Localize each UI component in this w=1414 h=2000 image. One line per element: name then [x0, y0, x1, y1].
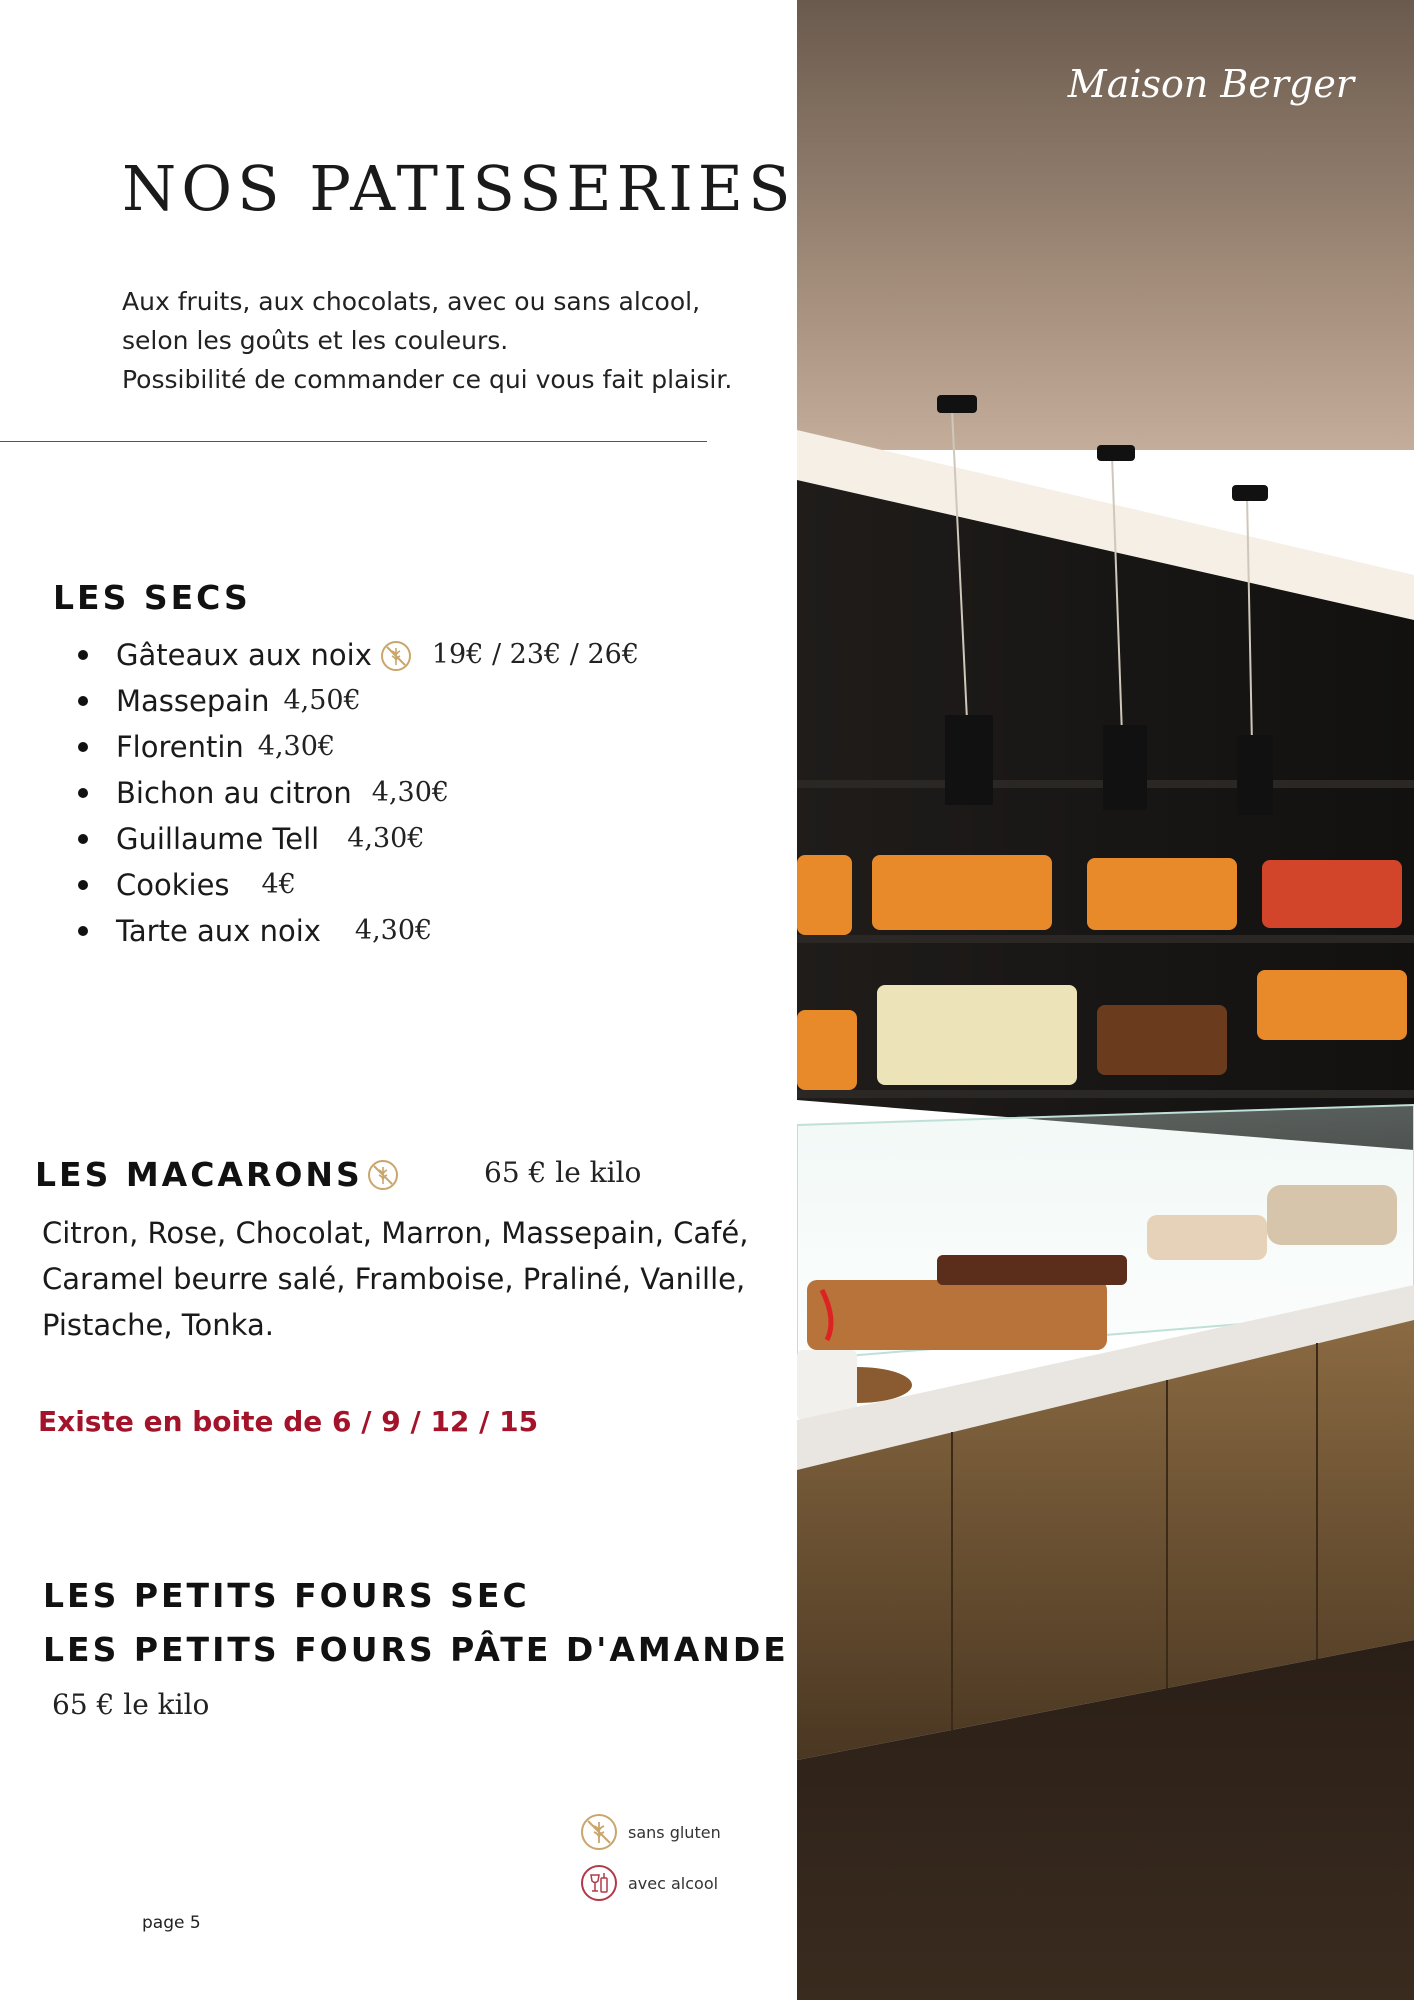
bullet — [78, 742, 88, 752]
legend-gluten-free — [580, 1813, 721, 1851]
flavors-line: Citron, Rose, Chocolat, Marron, Massepain, Café, — [42, 1216, 749, 1250]
secs-heading: LES SECS — [53, 578, 251, 617]
item-name: Gâteaux aux noix — [116, 638, 372, 672]
macarons-heading: LES MACARONS — [35, 1155, 363, 1194]
macarons-header — [35, 1155, 399, 1194]
divider — [0, 441, 707, 442]
item-name: Massepain — [116, 684, 270, 718]
intro-line: Aux fruits, aux chocolats, avec ou sans alcool, — [122, 287, 701, 316]
flavors-line: Pistache, Tonka. — [42, 1308, 274, 1342]
item-name: Florentin — [116, 730, 244, 764]
intro-line: selon les goûts et les couleurs. — [122, 326, 509, 355]
bullet — [78, 926, 88, 936]
item-name: Guillaume Tell — [116, 822, 320, 856]
item-price: 4,30€ — [347, 823, 425, 854]
macarons-flavors — [42, 1210, 748, 1348]
list-item — [70, 724, 639, 770]
item-name: Cookies — [116, 868, 230, 902]
intro-line: Possibilité de commander ce qui vous fait plaisir. — [122, 365, 733, 394]
bullet — [78, 650, 88, 660]
bullet — [78, 880, 88, 890]
gluten-free-icon — [580, 1813, 618, 1851]
item-price: 4€ — [261, 869, 296, 900]
item-price: 4,30€ — [257, 731, 336, 762]
page-title: NOS PATISSERIES — [122, 152, 796, 225]
petits-fours-amande-heading: LES PETITS FOURS PÂTE D'AMANDE — [43, 1630, 789, 1669]
bullet — [78, 696, 88, 706]
list-item — [70, 862, 639, 908]
legend-alcohol — [580, 1864, 718, 1902]
list-item — [70, 632, 639, 678]
shop-photo — [797, 0, 1414, 2000]
list-item — [70, 908, 639, 954]
list-item — [70, 678, 639, 724]
alcohol-icon — [580, 1864, 618, 1902]
pastry-shop-interior-image — [797, 0, 1414, 2000]
legend-label: avec alcool — [628, 1873, 719, 1893]
petits-fours-price: 65 € le kilo — [52, 1688, 210, 1721]
macarons-price: 65 € le kilo — [484, 1156, 642, 1189]
bullet — [78, 834, 88, 844]
page-number: page 5 — [142, 1913, 201, 1933]
intro-text — [122, 282, 732, 399]
bullet — [78, 788, 88, 798]
item-price: 4,50€ — [283, 685, 361, 716]
secs-list — [70, 632, 639, 954]
brand-logo: Maison Berger — [1067, 62, 1354, 106]
flavors-line: Caramel beurre salé, Framboise, Praliné, Vanille, — [42, 1262, 746, 1296]
gluten-free-icon — [367, 1159, 399, 1191]
petits-fours-sec-heading: LES PETITS FOURS SEC — [43, 1576, 530, 1615]
list-item — [70, 816, 639, 862]
item-price: 4,30€ — [354, 915, 433, 946]
macarons-boxes: Existe en boite de 6 / 9 / 12 / 15 — [38, 1405, 539, 1438]
gluten-free-icon — [380, 639, 412, 671]
legend-label: sans gluten — [628, 1822, 721, 1842]
item-name: Tarte aux noix — [116, 914, 321, 948]
item-price: 19€ / 23€ / 26€ — [431, 639, 640, 670]
item-price: 4,30€ — [371, 777, 450, 808]
item-name: Bichon au citron — [116, 776, 352, 810]
list-item — [70, 770, 639, 816]
